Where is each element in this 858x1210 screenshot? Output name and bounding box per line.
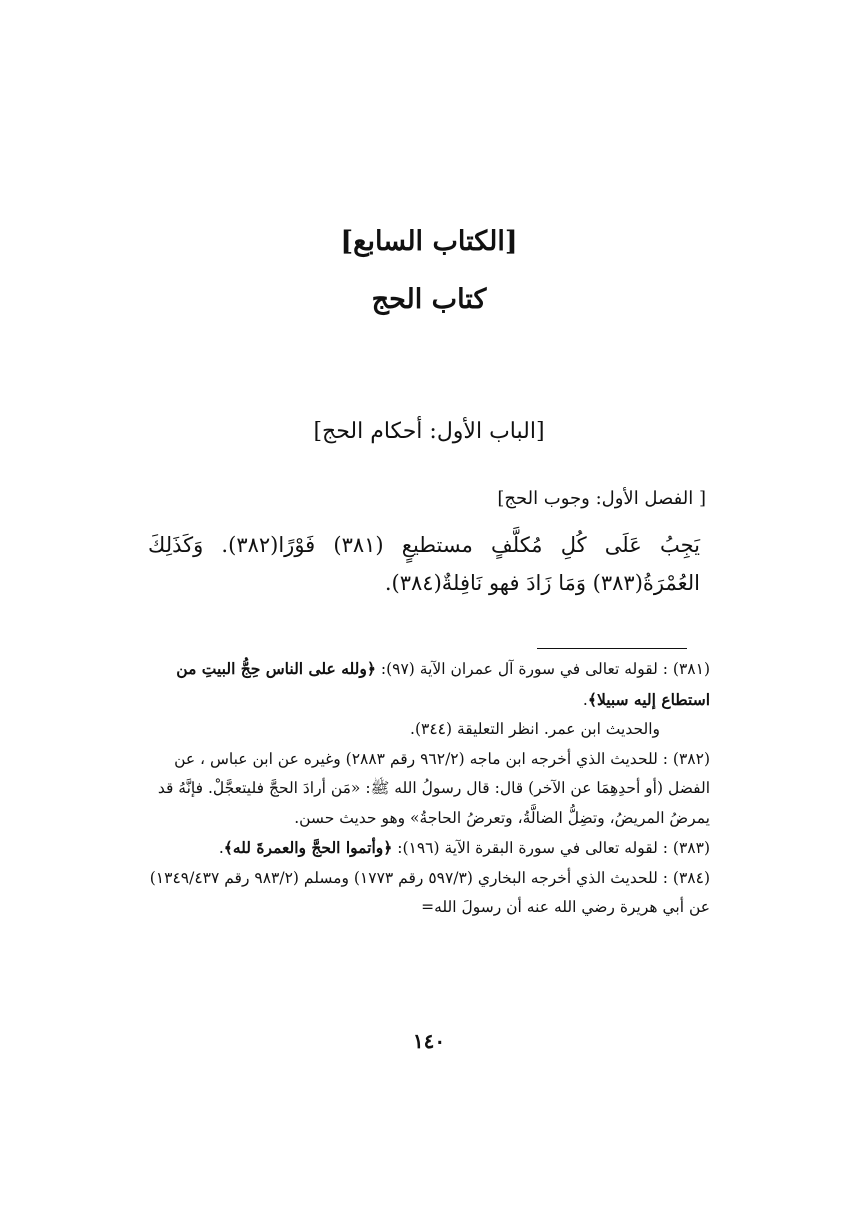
footnote-number: (٣٨٢)	[672, 749, 710, 768]
section-title: [ الفصل الأول: وجوب الحج]	[497, 488, 706, 509]
footnote-text: : للحديث الذي أخرجه البخاري (٥٩٧/٣ رقم ١٧٧٣) ومسلم (٩٨٣/٢ رقم ١٣٤٩/٤٣٧) عن أبي هريرة رضي الله عنه أن رسولَ الله=	[149, 868, 710, 916]
footnote-verse: ﴿ولله على الناس حِجُّ البيتِ من استطاع إليه سبيلا﴾	[176, 659, 710, 709]
footnote-384	[142, 864, 710, 923]
footnote-number: (٣٨٤)	[672, 868, 710, 887]
footnote-number: (٣٨٣)	[672, 839, 710, 857]
book-title: [الكتاب السابع]	[340, 226, 518, 257]
footnote-text: : لقوله تعالى في سورة البقرة الآية (١٩٦):	[392, 839, 673, 857]
footnote-separator	[537, 648, 687, 649]
footnote-verse: ﴿وأتموا الحجَّ والعمرةَ لله﴾	[223, 838, 393, 857]
footnote-381	[142, 654, 710, 745]
footnote-end: .	[582, 690, 588, 709]
footnote-extra: والحديث ابن عمر. انظر التعليقة (٣٤٤).	[410, 720, 660, 738]
footnote-end: .	[218, 839, 224, 857]
main-text: يَجِبُ عَلَى كُلِ مُكلَّفٍ مستطيعٍ (٣٨١) فَوْرًا(٣٨٢). وَكَذَلِكَ العُمْرَةُ(٣٨٣) وَمَا زَادَ فهو نَافِلةٌ(٣٨٤).	[148, 533, 700, 595]
footnote-text: : لقوله تعالى في سورة آل عمران الآية (٩٧):	[375, 660, 673, 678]
chapter-title: [الباب الأول: أحكام الحج]	[313, 419, 545, 444]
footnote-text: : للحديث الذي أخرجه ابن ماجه (٩٦٢/٢ رقم ٢٨٨٣) وغيره عن ابن عباس ، عن الفضل (أو أحدِهِمَا عن الآخر) قال: قال رسولُ الله ﷺ: «مَن أرادَ الحجَّ فليتعجَّلْ. فإنَّهُ قد يمرضُ المريضُ، وتضِلُّ الضالَّةُ، وتعرضُ الحاجةُ» وهو حديث حسن.	[157, 749, 710, 827]
page-number: ١٤٠	[412, 1029, 446, 1053]
footnote-382	[142, 745, 710, 834]
footnote-number: (٣٨١)	[672, 660, 710, 678]
footnotes	[142, 654, 710, 923]
book-name: كتاب الحج	[371, 284, 487, 315]
footnote-383	[142, 833, 710, 864]
